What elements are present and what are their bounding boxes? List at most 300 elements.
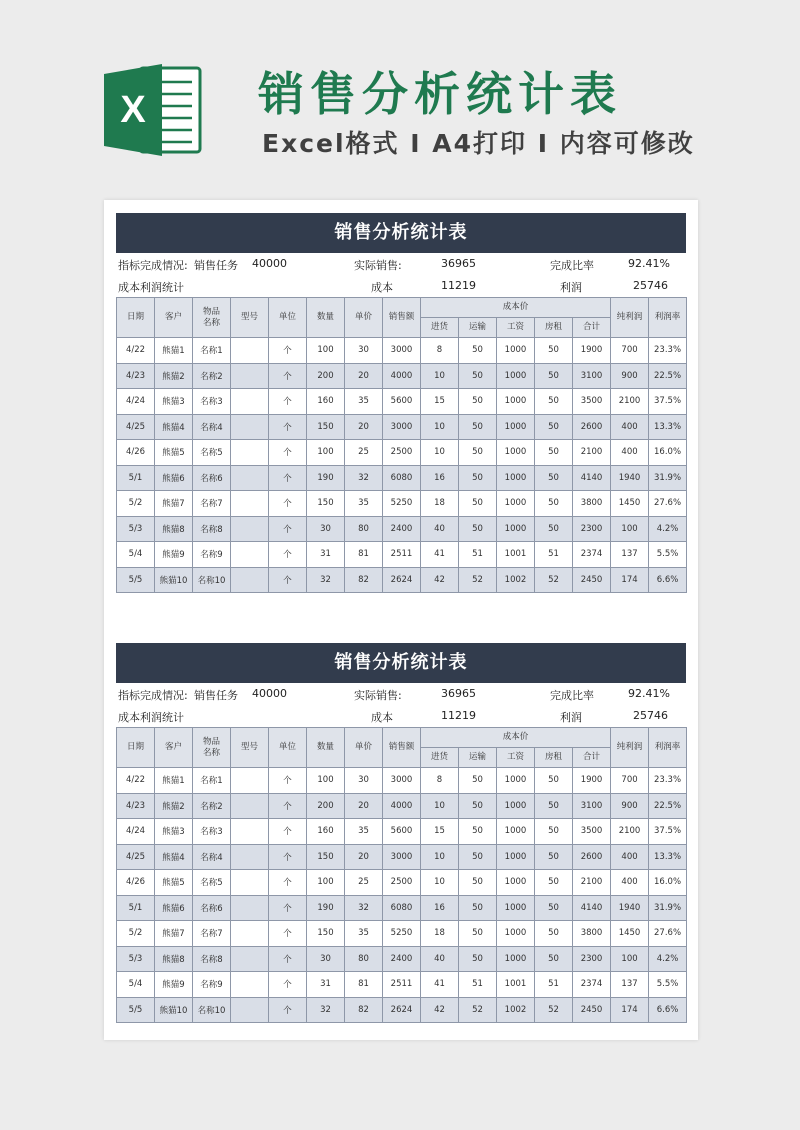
cell-model	[231, 389, 269, 415]
cell-margin: 6.6%	[649, 567, 687, 593]
cell-purchase: 10	[421, 870, 459, 896]
cell-purchase: 42	[421, 567, 459, 593]
table-row	[117, 465, 687, 491]
cell-item: 名称9	[193, 542, 231, 568]
cell-wage: 1000	[497, 921, 535, 947]
header-transport: 运输	[459, 748, 497, 768]
cell-unit: 个	[269, 768, 307, 794]
cell-date: 4/25	[117, 414, 155, 440]
cell-customer: 熊猫9	[155, 542, 193, 568]
cell-sales: 2511	[383, 542, 421, 568]
cell-sales: 2400	[383, 516, 421, 542]
cell-sales: 2400	[383, 946, 421, 972]
cell-item: 名称10	[193, 567, 231, 593]
cell-date: 5/1	[117, 895, 155, 921]
cell-sales: 5600	[383, 389, 421, 415]
cell-net-profit: 2100	[611, 819, 649, 845]
cost-profit-row	[116, 275, 686, 297]
cell-wage: 1000	[497, 844, 535, 870]
cell-qty: 200	[307, 363, 345, 389]
cell-sales: 2624	[383, 997, 421, 1023]
cell-wage: 1000	[497, 440, 535, 466]
cost-value: 11219	[441, 709, 476, 722]
excel-logo-icon	[100, 60, 205, 160]
cell-qty: 190	[307, 465, 345, 491]
cell-rent: 52	[535, 567, 573, 593]
cell-purchase: 41	[421, 542, 459, 568]
cell-net-profit: 100	[611, 946, 649, 972]
cell-margin: 31.9%	[649, 465, 687, 491]
cell-wage: 1002	[497, 567, 535, 593]
header-price: 单价	[345, 728, 383, 768]
cell-item: 名称7	[193, 491, 231, 517]
header-cost-group: 成本价	[421, 298, 611, 318]
header-rent: 房租	[535, 748, 573, 768]
header-customer: 客户	[155, 298, 193, 338]
cell-sales: 6080	[383, 895, 421, 921]
cell-rent: 51	[535, 542, 573, 568]
target-task-label: 销售任务	[194, 259, 238, 272]
cell-unit: 个	[269, 844, 307, 870]
cell-net-profit: 2100	[611, 389, 649, 415]
table-row	[117, 414, 687, 440]
cell-sales: 6080	[383, 465, 421, 491]
cell-total: 3800	[573, 491, 611, 517]
table-row	[117, 491, 687, 517]
table-row	[117, 921, 687, 947]
cell-wage: 1000	[497, 338, 535, 364]
cell-rent: 50	[535, 895, 573, 921]
cell-total: 3800	[573, 921, 611, 947]
cell-date: 4/22	[117, 768, 155, 794]
cell-purchase: 16	[421, 465, 459, 491]
cell-qty: 150	[307, 414, 345, 440]
cell-customer: 熊猫9	[155, 972, 193, 998]
cell-transport: 50	[459, 414, 497, 440]
cell-transport: 52	[459, 567, 497, 593]
cell-total: 2300	[573, 516, 611, 542]
target-value: 40000	[252, 687, 287, 700]
cell-item: 名称5	[193, 870, 231, 896]
cell-rent: 52	[535, 997, 573, 1023]
cell-price: 35	[345, 819, 383, 845]
cell-customer: 熊猫1	[155, 338, 193, 364]
header-model: 型号	[231, 728, 269, 768]
actual-label: 实际销售:	[354, 689, 402, 702]
cell-qty: 30	[307, 516, 345, 542]
cell-purchase: 10	[421, 414, 459, 440]
cell-qty: 150	[307, 491, 345, 517]
cell-price: 32	[345, 465, 383, 491]
header-model: 型号	[231, 298, 269, 338]
cell-model	[231, 819, 269, 845]
cell-total: 2374	[573, 972, 611, 998]
cell-qty: 32	[307, 567, 345, 593]
cell-transport: 50	[459, 895, 497, 921]
cell-unit: 个	[269, 465, 307, 491]
cell-net-profit: 1940	[611, 465, 649, 491]
cell-date: 5/2	[117, 921, 155, 947]
cell-model	[231, 363, 269, 389]
header-customer: 客户	[155, 728, 193, 768]
cell-total: 2450	[573, 997, 611, 1023]
table-row	[117, 997, 687, 1023]
cell-purchase: 16	[421, 895, 459, 921]
cell-unit: 个	[269, 389, 307, 415]
cell-customer: 熊猫8	[155, 946, 193, 972]
cell-date: 4/23	[117, 793, 155, 819]
cell-net-profit: 1450	[611, 921, 649, 947]
cell-customer: 熊猫6	[155, 465, 193, 491]
cell-price: 80	[345, 516, 383, 542]
table-row	[117, 819, 687, 845]
cell-model	[231, 844, 269, 870]
cell-item: 名称1	[193, 768, 231, 794]
cost-label: 成本	[371, 281, 393, 294]
cell-qty: 150	[307, 921, 345, 947]
cell-date: 4/26	[117, 440, 155, 466]
cell-qty: 31	[307, 972, 345, 998]
header-margin: 利润率	[649, 728, 687, 768]
cell-price: 82	[345, 997, 383, 1023]
cell-unit: 个	[269, 363, 307, 389]
profit-label: 利润	[560, 711, 582, 724]
cell-item: 名称10	[193, 997, 231, 1023]
cell-customer: 熊猫2	[155, 363, 193, 389]
cell-net-profit: 400	[611, 870, 649, 896]
cell-net-profit: 174	[611, 997, 649, 1023]
cell-sales: 3000	[383, 844, 421, 870]
cell-model	[231, 440, 269, 466]
header-date: 日期	[117, 728, 155, 768]
cell-purchase: 41	[421, 972, 459, 998]
cell-customer: 熊猫10	[155, 997, 193, 1023]
cost-profit-row	[116, 705, 686, 727]
header-unit: 单位	[269, 298, 307, 338]
cell-total: 2600	[573, 414, 611, 440]
cell-total: 3100	[573, 363, 611, 389]
actual-label: 实际销售:	[354, 259, 402, 272]
cell-customer: 熊猫10	[155, 567, 193, 593]
table-row	[117, 567, 687, 593]
cell-purchase: 40	[421, 946, 459, 972]
cell-margin: 5.5%	[649, 542, 687, 568]
cell-sales: 2511	[383, 972, 421, 998]
cell-sales: 3000	[383, 338, 421, 364]
cell-unit: 个	[269, 895, 307, 921]
header-item: 物品名称	[193, 728, 231, 768]
header-sales: 销售额	[383, 728, 421, 768]
cell-date: 4/26	[117, 870, 155, 896]
cell-unit: 个	[269, 972, 307, 998]
cell-unit: 个	[269, 440, 307, 466]
sheet-title: 销售分析统计表	[116, 213, 686, 253]
cell-transport: 50	[459, 793, 497, 819]
cell-model	[231, 895, 269, 921]
cell-transport: 51	[459, 972, 497, 998]
cell-purchase: 8	[421, 768, 459, 794]
cell-transport: 50	[459, 338, 497, 364]
cell-customer: 熊猫8	[155, 516, 193, 542]
header-qty: 数量	[307, 298, 345, 338]
cell-unit: 个	[269, 946, 307, 972]
cell-unit: 个	[269, 414, 307, 440]
cell-transport: 50	[459, 946, 497, 972]
cell-item: 名称4	[193, 844, 231, 870]
cell-margin: 6.6%	[649, 997, 687, 1023]
table-row	[117, 768, 687, 794]
cell-rent: 50	[535, 338, 573, 364]
cell-customer: 熊猫6	[155, 895, 193, 921]
cell-customer: 熊猫3	[155, 819, 193, 845]
cell-price: 20	[345, 844, 383, 870]
cell-model	[231, 516, 269, 542]
sales-table-body	[117, 768, 687, 1023]
cell-transport: 50	[459, 819, 497, 845]
cell-date: 5/3	[117, 946, 155, 972]
cell-unit: 个	[269, 542, 307, 568]
cell-item: 名称6	[193, 465, 231, 491]
cell-item: 名称2	[193, 363, 231, 389]
cell-rent: 50	[535, 389, 573, 415]
cell-wage: 1000	[497, 768, 535, 794]
rate-value: 92.41%	[628, 687, 670, 700]
cell-wage: 1000	[497, 491, 535, 517]
cell-purchase: 10	[421, 844, 459, 870]
target-row	[116, 253, 686, 275]
cell-purchase: 8	[421, 338, 459, 364]
cell-purchase: 10	[421, 440, 459, 466]
cell-sales: 2624	[383, 567, 421, 593]
cell-item: 名称6	[193, 895, 231, 921]
cell-date: 4/25	[117, 844, 155, 870]
cell-transport: 50	[459, 440, 497, 466]
cell-customer: 熊猫1	[155, 768, 193, 794]
cell-wage: 1000	[497, 870, 535, 896]
header-net-profit: 纯利润	[611, 728, 649, 768]
header-wage: 工资	[497, 748, 535, 768]
cell-purchase: 15	[421, 819, 459, 845]
cell-model	[231, 793, 269, 819]
page-subtitle: Excel格式 Ⅰ A4打印 Ⅰ 内容可修改	[262, 129, 695, 158]
header-qty: 数量	[307, 728, 345, 768]
cell-rent: 50	[535, 491, 573, 517]
header-purchase: 进货	[421, 318, 459, 338]
sales-table-body	[117, 338, 687, 593]
cell-price: 80	[345, 946, 383, 972]
cell-wage: 1001	[497, 542, 535, 568]
cell-margin: 23.3%	[649, 338, 687, 364]
cell-total: 3100	[573, 793, 611, 819]
cell-margin: 16.0%	[649, 870, 687, 896]
cell-transport: 50	[459, 768, 497, 794]
cell-date: 5/5	[117, 997, 155, 1023]
cell-wage: 1001	[497, 972, 535, 998]
cell-net-profit: 137	[611, 542, 649, 568]
cell-customer: 熊猫5	[155, 440, 193, 466]
cell-date: 5/5	[117, 567, 155, 593]
cell-model	[231, 465, 269, 491]
cell-purchase: 15	[421, 389, 459, 415]
cell-net-profit: 700	[611, 338, 649, 364]
cell-margin: 23.3%	[649, 768, 687, 794]
cell-total: 2100	[573, 870, 611, 896]
header-cost-group: 成本价	[421, 728, 611, 748]
cell-price: 25	[345, 440, 383, 466]
cell-date: 5/4	[117, 972, 155, 998]
cost-profit-label: 成本利润统计	[118, 711, 184, 724]
cell-margin: 37.5%	[649, 389, 687, 415]
cell-rent: 50	[535, 819, 573, 845]
cell-wage: 1000	[497, 895, 535, 921]
cell-net-profit: 700	[611, 768, 649, 794]
cell-date: 5/1	[117, 465, 155, 491]
cell-margin: 4.2%	[649, 946, 687, 972]
cell-model	[231, 870, 269, 896]
cell-item: 名称9	[193, 972, 231, 998]
cell-wage: 1000	[497, 819, 535, 845]
cell-customer: 熊猫4	[155, 414, 193, 440]
cell-unit: 个	[269, 870, 307, 896]
cell-qty: 32	[307, 997, 345, 1023]
cell-price: 35	[345, 921, 383, 947]
cell-unit: 个	[269, 997, 307, 1023]
target-row	[116, 683, 686, 705]
sales-table	[116, 727, 687, 1023]
cell-margin: 13.3%	[649, 844, 687, 870]
cell-qty: 190	[307, 895, 345, 921]
cell-transport: 50	[459, 921, 497, 947]
header-margin: 利润率	[649, 298, 687, 338]
cell-transport: 52	[459, 997, 497, 1023]
cell-price: 82	[345, 567, 383, 593]
cell-unit: 个	[269, 567, 307, 593]
cell-margin: 31.9%	[649, 895, 687, 921]
cell-rent: 50	[535, 440, 573, 466]
cell-customer: 熊猫2	[155, 793, 193, 819]
cell-transport: 50	[459, 870, 497, 896]
rate-label: 完成比率	[550, 259, 594, 272]
cell-price: 30	[345, 768, 383, 794]
cell-purchase: 18	[421, 921, 459, 947]
cell-price: 25	[345, 870, 383, 896]
header-price: 单价	[345, 298, 383, 338]
cell-margin: 16.0%	[649, 440, 687, 466]
table-row	[117, 440, 687, 466]
table-row	[117, 895, 687, 921]
header-net-profit: 纯利润	[611, 298, 649, 338]
cell-total: 2600	[573, 844, 611, 870]
cell-qty: 160	[307, 389, 345, 415]
cell-model	[231, 567, 269, 593]
cell-date: 5/4	[117, 542, 155, 568]
cell-wage: 1002	[497, 997, 535, 1023]
cell-rent: 50	[535, 363, 573, 389]
cell-date: 5/3	[117, 516, 155, 542]
cell-transport: 50	[459, 465, 497, 491]
table-row	[117, 870, 687, 896]
cell-wage: 1000	[497, 516, 535, 542]
cell-rent: 50	[535, 870, 573, 896]
cell-price: 35	[345, 389, 383, 415]
cell-item: 名称2	[193, 793, 231, 819]
header-wage: 工资	[497, 318, 535, 338]
cell-sales: 4000	[383, 793, 421, 819]
cell-wage: 1000	[497, 389, 535, 415]
cell-sales: 2500	[383, 440, 421, 466]
cell-net-profit: 174	[611, 567, 649, 593]
cell-date: 4/24	[117, 819, 155, 845]
cell-customer: 熊猫7	[155, 921, 193, 947]
cell-item: 名称8	[193, 946, 231, 972]
cell-date: 5/2	[117, 491, 155, 517]
cell-qty: 160	[307, 819, 345, 845]
cell-total: 2450	[573, 567, 611, 593]
cell-unit: 个	[269, 793, 307, 819]
cell-qty: 200	[307, 793, 345, 819]
cell-rent: 50	[535, 465, 573, 491]
cell-wage: 1000	[497, 793, 535, 819]
cell-total: 4140	[573, 465, 611, 491]
table-row	[117, 516, 687, 542]
table-row	[117, 946, 687, 972]
cell-total: 1900	[573, 768, 611, 794]
cell-margin: 37.5%	[649, 819, 687, 845]
cell-margin: 27.6%	[649, 921, 687, 947]
header-purchase: 进货	[421, 748, 459, 768]
cell-purchase: 40	[421, 516, 459, 542]
header-item: 物品名称	[193, 298, 231, 338]
cell-net-profit: 400	[611, 844, 649, 870]
header-rent: 房租	[535, 318, 573, 338]
cell-item: 名称8	[193, 516, 231, 542]
cell-transport: 50	[459, 363, 497, 389]
sales-table	[116, 297, 687, 593]
table-row	[117, 844, 687, 870]
cell-unit: 个	[269, 338, 307, 364]
cell-qty: 100	[307, 768, 345, 794]
cell-rent: 50	[535, 946, 573, 972]
cell-price: 30	[345, 338, 383, 364]
table-row	[117, 793, 687, 819]
header-total: 合计	[573, 748, 611, 768]
cell-total: 2100	[573, 440, 611, 466]
cell-model	[231, 491, 269, 517]
cell-total: 2300	[573, 946, 611, 972]
cell-net-profit: 137	[611, 972, 649, 998]
table-row	[117, 338, 687, 364]
profit-label: 利润	[560, 281, 582, 294]
cell-date: 4/22	[117, 338, 155, 364]
cell-purchase: 42	[421, 997, 459, 1023]
cell-transport: 50	[459, 516, 497, 542]
cell-qty: 31	[307, 542, 345, 568]
cell-date: 4/23	[117, 363, 155, 389]
cell-sales: 3000	[383, 768, 421, 794]
cell-unit: 个	[269, 819, 307, 845]
target-value: 40000	[252, 257, 287, 270]
cell-rent: 50	[535, 793, 573, 819]
sales-sheet-1	[116, 213, 686, 593]
cell-price: 32	[345, 895, 383, 921]
cell-transport: 51	[459, 542, 497, 568]
cell-rent: 50	[535, 768, 573, 794]
cost-label: 成本	[371, 711, 393, 724]
sales-sheet-2	[116, 643, 686, 1023]
cell-date: 4/24	[117, 389, 155, 415]
cell-item: 名称4	[193, 414, 231, 440]
page-title: 销售分析统计表	[258, 67, 622, 121]
